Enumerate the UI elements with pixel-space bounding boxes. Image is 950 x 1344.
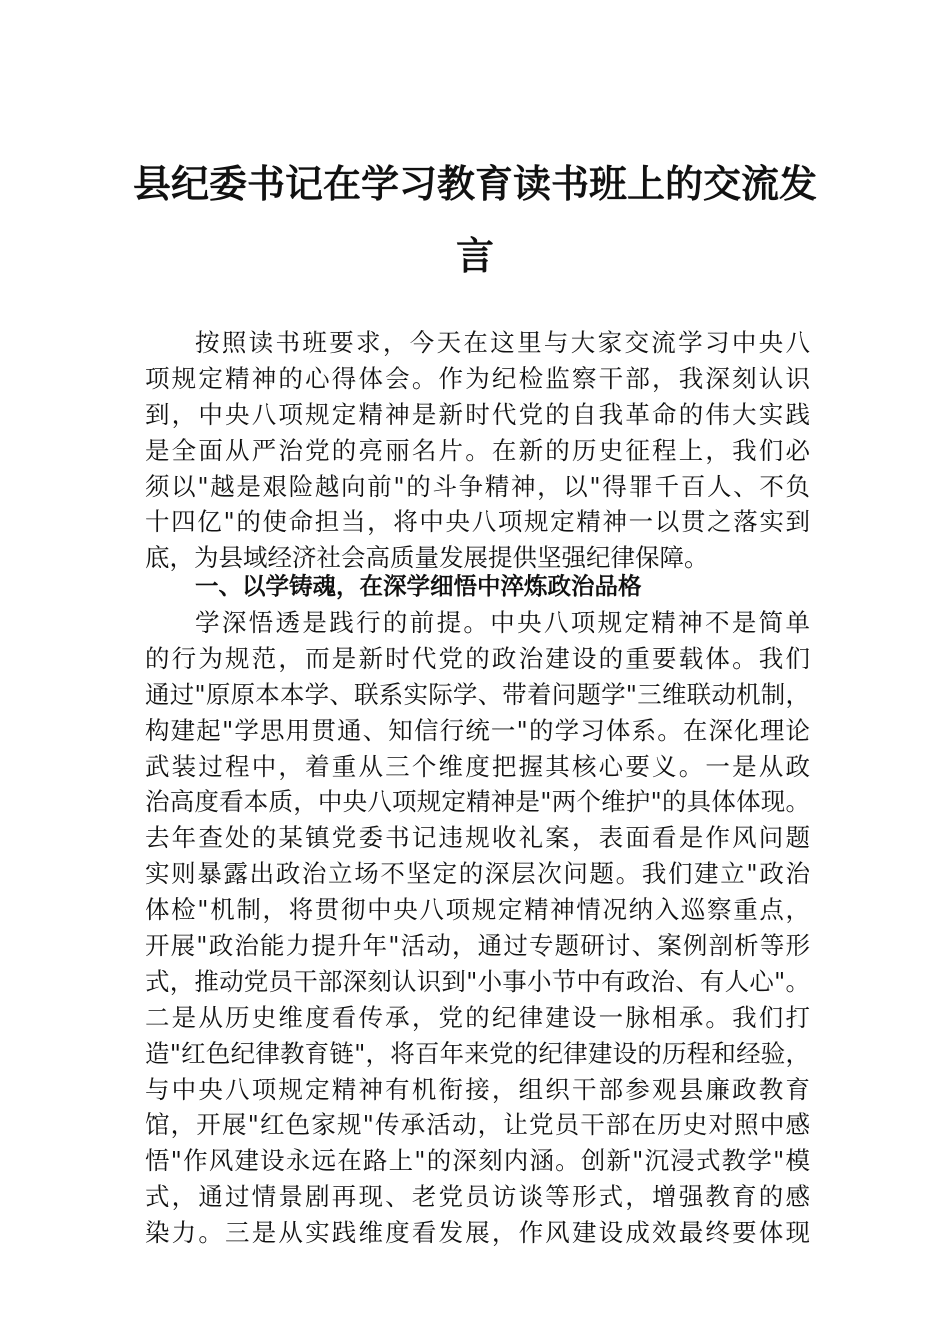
- paragraph-line: 造"红色纪律教育链"，将百年来党的纪律建设的历程和经验，: [145, 1038, 810, 1068]
- paragraph-line: 的行为规范，而是新时代党的政治建设的重要载体。我们: [145, 643, 810, 673]
- paragraph-line: 治高度看本质，中央八项规定精神是"两个维护"的具体体现。: [145, 787, 810, 817]
- paragraph-line: 去年查处的某镇党委书记违规收礼案，表面看是作风问题: [145, 823, 810, 853]
- document-title-line-1: 县纪委书记在学习教育读书班上的交流发: [132, 161, 817, 206]
- paragraph-line: 实则暴露出政治立场不坚定的深层次问题。我们建立"政治: [145, 859, 810, 889]
- section-1-paragraph: [145, 605, 810, 1251]
- paragraph-line: 开展"政治能力提升年"活动，通过专题研讨、案例剖析等形: [145, 931, 810, 961]
- paragraph-line: 学深悟透是践行的前提。中央八项规定精神不是简单: [195, 608, 810, 637]
- document-title-line-2: 言: [455, 233, 494, 278]
- paragraph-line: 通过"原原本本学、联系实际学、带着问题学"三维联动机制，: [145, 679, 810, 709]
- paragraph-line: 是全面从严治党的亮丽名片。在新的历史征程上，我们必: [145, 435, 810, 465]
- paragraph-line: 二是从历史维度看传承，党的纪律建设一脉相承。我们打: [145, 1002, 810, 1032]
- paragraph-line: 底，为县域经济社会高质量发展提供坚强纪律保障。: [145, 543, 709, 573]
- section-heading-1: 一、以学铸魂，在深学细悟中淬炼政治品格: [195, 572, 642, 600]
- paragraph-line: 构建起"学思用贯通、知信行统一"的学习体系。在深化理论: [145, 715, 810, 745]
- paragraph-line: 项规定精神的心得体会。作为纪检监察干部，我深刻认识: [145, 363, 810, 393]
- intro-paragraph: [145, 325, 810, 576]
- paragraph-line: 与中央八项规定精神有机衔接，组织干部参观县廉政教育: [145, 1074, 810, 1104]
- paragraph-line: 馆，开展"红色家规"传承活动，让党员干部在历史对照中感: [145, 1110, 810, 1140]
- paragraph-line: 悟"作风建设永远在路上"的深刻内涵。创新"沉浸式教学"模: [145, 1146, 810, 1176]
- paragraph-line: 十四亿"的使命担当，将中央八项规定精神一以贯之落实到: [145, 507, 810, 537]
- paragraph-line: 按照读书班要求，今天在这里与大家交流学习中央八: [195, 328, 810, 357]
- paragraph-line: 到，中央八项规定精神是新时代党的自我革命的伟大实践: [145, 399, 810, 429]
- paragraph-line: 式，推动党员干部深刻认识到"小事小节中有政治、有人心"。: [145, 966, 810, 996]
- paragraph-line: 武装过程中，着重从三个维度把握其核心要义。一是从政: [145, 751, 810, 781]
- paragraph-line: 须以"越是艰险越向前"的斗争精神，以"得罪千百人、不负: [145, 471, 810, 501]
- paragraph-line: 体检"机制，将贯彻中央八项规定精神情况纳入巡察重点，: [145, 895, 810, 925]
- paragraph-line: 式，通过情景剧再现、老党员访谈等形式，增强教育的感: [145, 1182, 810, 1212]
- paragraph-line: 染力。三是从实践维度看发展，作风建设成效最终要体现: [145, 1218, 810, 1248]
